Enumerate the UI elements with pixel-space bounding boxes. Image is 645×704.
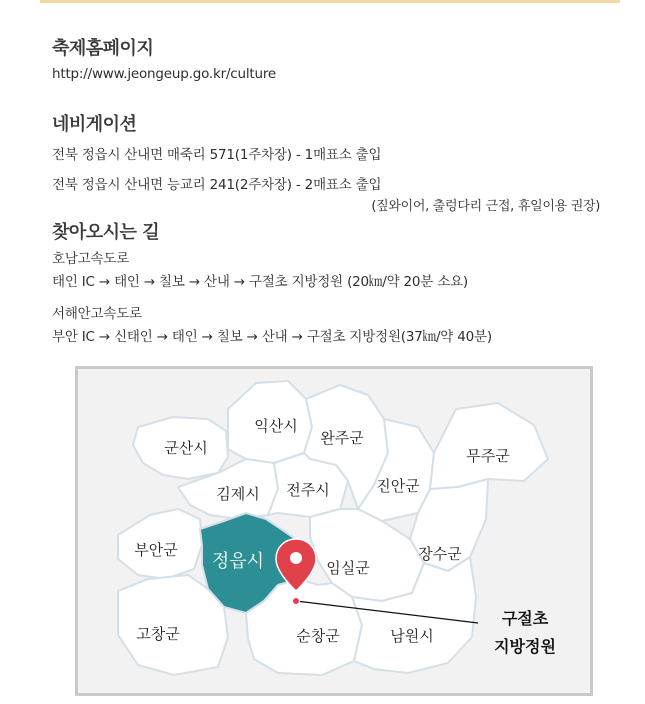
label-buan: 부안군 (134, 541, 178, 559)
destination-label-line2: 지방정원 (494, 637, 556, 656)
label-imsil: 임실군 (326, 559, 370, 577)
region-muju (430, 403, 548, 489)
route-name-seohaean: 서해안고속도로 (52, 306, 142, 322)
label-gochang: 고창군 (136, 625, 180, 643)
label-jangsu: 장수군 (418, 545, 462, 563)
homepage-heading: 축제홈페이지 (52, 38, 154, 59)
navigation-note: (짚와이어, 출렁다리 근접, 휴일이용 권장) (371, 199, 600, 214)
label-muju: 무주군 (466, 447, 510, 465)
navigation-address-1: 전북 정읍시 산내면 매죽리 571(1주차장) - 1매표소 출입 (52, 147, 382, 163)
label-gimje: 김제시 (216, 485, 260, 503)
label-gunsan: 군산시 (164, 439, 208, 457)
label-wanju: 완주군 (320, 429, 364, 447)
label-jeonju: 전주시 (286, 481, 330, 499)
label-sunchang: 순창군 (296, 627, 340, 645)
homepage-url[interactable]: http://www.jeongeup.go.kr/culture (52, 66, 277, 82)
route-path-honam: 태인 IC → 태인 → 칠보 → 산내 → 구절초 지방정원 (20㎞/약 20분 소요) (52, 274, 468, 290)
top-divider (40, 0, 620, 3)
label-jinan: 진안군 (376, 477, 420, 495)
directions-heading: 찾아오시는 길 (52, 222, 160, 243)
label-namwon: 남원시 (390, 627, 434, 645)
label-iksan: 익산시 (254, 417, 298, 435)
route-path-seohaean: 부안 IC → 신태인 → 태인 → 칠보 → 산내 → 구절초 지방정원(37㎞/약 40분) (52, 329, 492, 345)
region-map (75, 366, 593, 696)
destination-label-line1: 구절초 (501, 609, 549, 628)
navigation-address-2: 전북 정읍시 산내면 능교리 241(2주차장) - 2매표소 출입 (52, 177, 382, 193)
region-map-svg (78, 369, 590, 693)
route-name-honam: 호남고속도로 (52, 251, 130, 267)
navigation-heading: 네비게이션 (52, 114, 137, 135)
label-jeongeup: 정읍시 (211, 551, 265, 572)
